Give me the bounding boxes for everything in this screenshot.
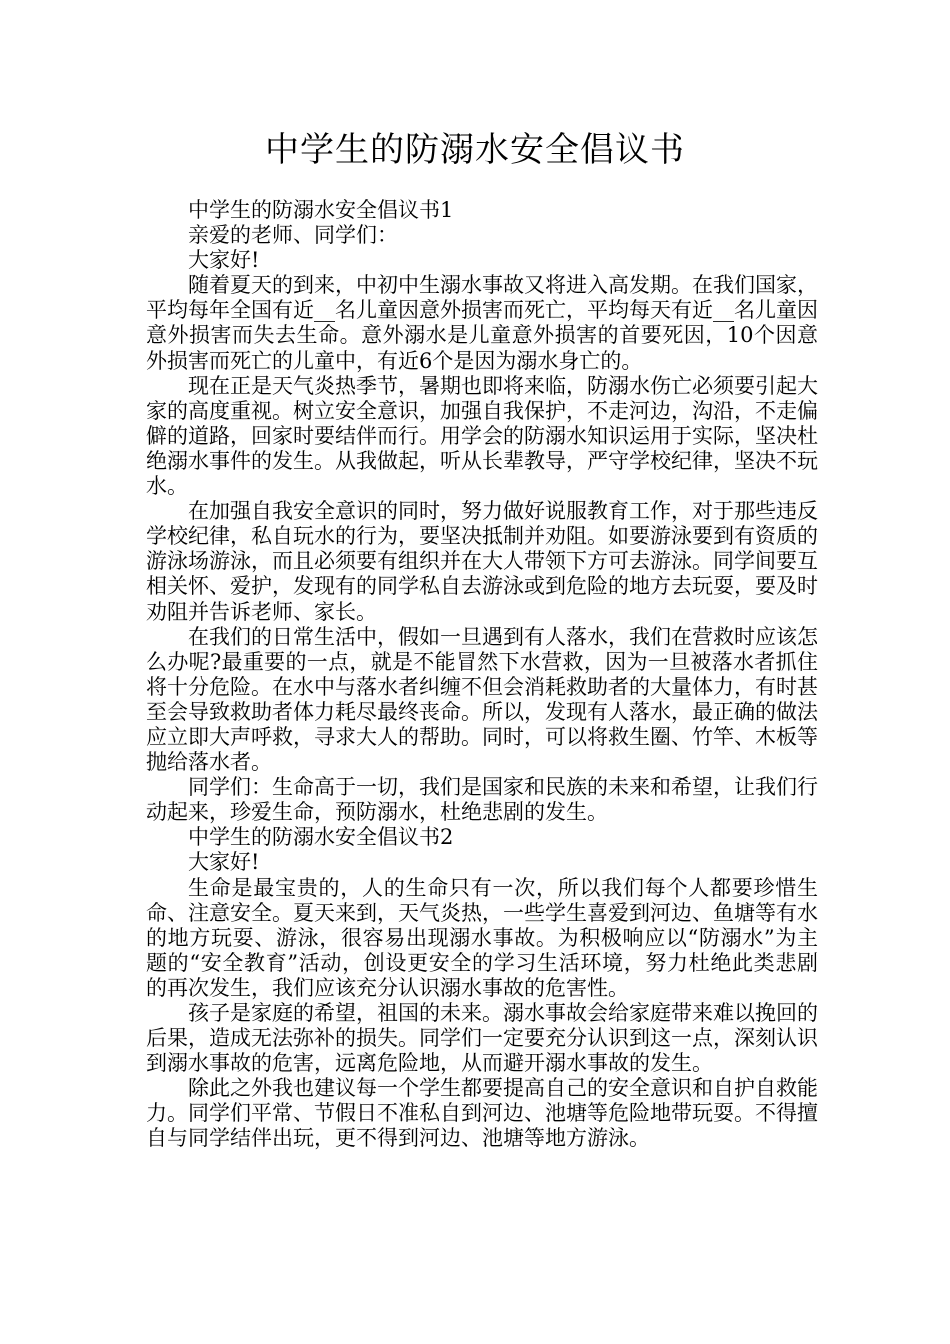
greeting: 大家好! <box>188 248 260 273</box>
body-paragraph: 在我们的日常生活中，假如一旦遇到有人落水，我们在营救时应该怎么办呢?最重要的一点，就是不能冒然下水营救，因为一旦被落水者抓住将十分危险。在水中与落水者纠缠不但会消耗救助者的大量体力，有时甚至会导致救助者体力耗尽最终丧命。所以，发现有人落水，最正确的做法应立即大声呼救，寻求大人的帮助。同时，可以将救生圈、竹竿、木板等抛给落水者。 <box>146 624 818 775</box>
body-paragraph: 现在正是天气炎热季节，暑期也即将来临，防溺水伤亡必须要引起大家的高度重视。树立安全意识，加强自我保护，不走河边，沟沿，不走偏僻的道路，回家时要结伴而行。用学会的防溺水知识运用于实际，坚决杜绝溺水事件的发生。从我做起，听从长辈教导，严守学校纪律，坚决不玩水。 <box>146 373 818 499</box>
body-paragraph: 在加强自我安全意识的同时，努力做好说服教育工作，对于那些违反学校纪律，私自玩水的行为，要坚决抵制并劝阻。如要游泳要到有资质的游泳场游泳，而且必须要有组织并在大人带领下方可去游泳。同学间要互相关怀、爱护，发现有的同学私自去游泳或到危险的地方去玩耍，要及时劝阻并告诉老师、家长。 <box>146 499 818 624</box>
greeting: 大家好! <box>188 850 260 875</box>
section-heading-1: 中学生的防溺水安全倡议书1 <box>188 198 454 222</box>
document-body <box>146 198 818 1152</box>
section-heading-2: 中学生的防溺水安全倡议书2 <box>188 825 454 850</box>
salutation: 亲爱的老师、同学们： <box>188 223 398 248</box>
body-paragraph: 随着夏天的到来，中初中生溺水事故又将进入高发期。在我们国家，平均每年全国有近__名儿童因意外损害而死亡，平均每天有近__名儿童因意外损害而失去生命。意外溺水是儿童意外损害的首要死因，10个因意外损害而死亡的儿童中，有近6个是因为溺水身亡的。 <box>146 273 818 373</box>
body-paragraph: 除此之外我也建议每一个学生都要提高自己的安全意识和自护自救能力。同学们平常、节假日不准私自到河边、池塘等危险地带玩耍。不得擅自与同学结伴出玩，更不得到河边、池塘等地方游泳。 <box>146 1076 818 1151</box>
body-paragraph: 生命是最宝贵的，人的生命只有一次，所以我们每个人都要珍惜生命、注意安全。夏天来到，天气炎热，一些学生喜爱到河边、鱼塘等有水的地方玩耍、游泳，很容易出现溺水事故。为积极响应以“防溺水”为主题的“安全教育”活动，创设更安全的学习生活环境，努力杜绝此类悲剧的再次发生，我们应该充分认识溺水事故的危害性。 <box>146 875 818 1000</box>
document-title: 中学生的防溺水安全倡议书 <box>265 130 685 170</box>
body-paragraph: 孩子是家庭的希望，祖国的未来。溺水事故会给家庭带来难以挽回的后果，造成无法弥补的损失。同学们一定要充分认识到这一点，深刻认识到溺水事故的危害，远离危险地，从而避开溺水事故的发生。 <box>146 1001 818 1076</box>
body-paragraph: 同学们：生命高于一切，我们是国家和民族的未来和希望，让我们行动起来，珍爱生命，预防溺水，杜绝悲剧的发生。 <box>146 775 818 825</box>
